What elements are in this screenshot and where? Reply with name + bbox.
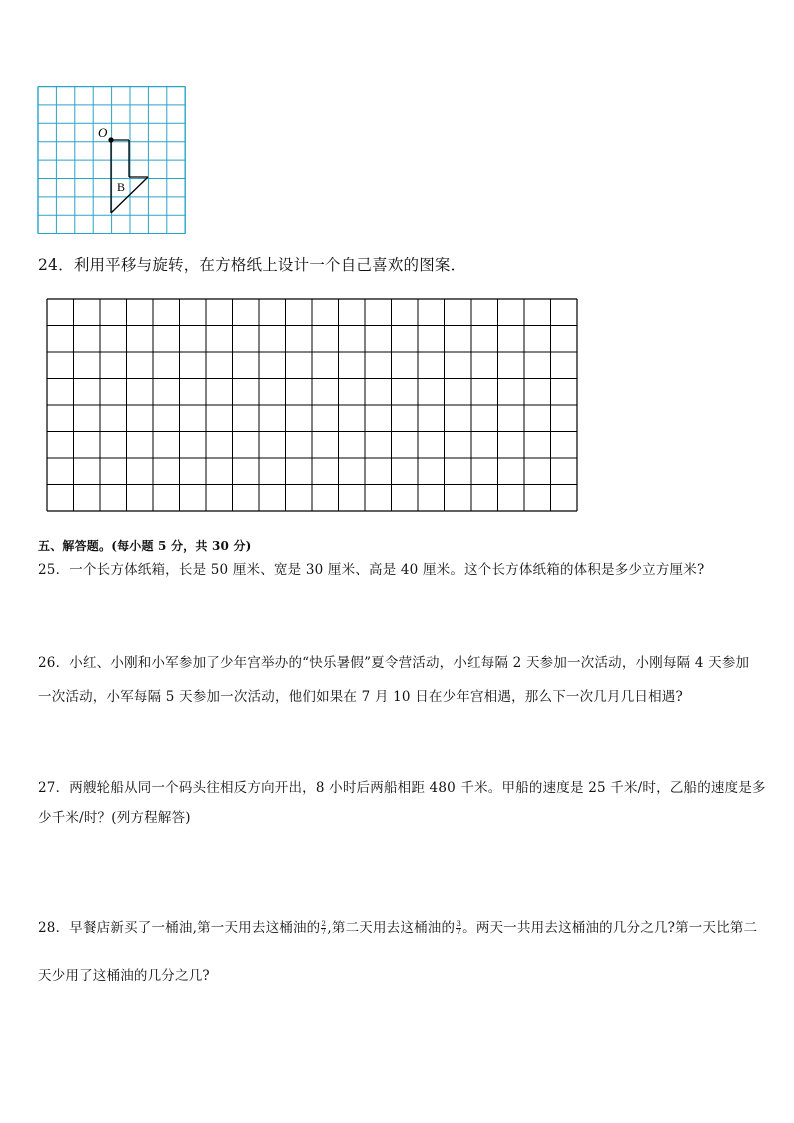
question-27-line-2: 少千米/时？(列方程解答) (38, 810, 191, 826)
question-26-line-2: 一次活动，小军每隔 5 天参加一次活动，他们如果在 7 月 10 日在少年宫相遇，那么下一次几月几日相遇? (38, 689, 683, 705)
question-28-part-2: ,第二天用去这桶油的 (327, 920, 456, 936)
question-28-line-1 (38, 918, 757, 938)
design-grid (46, 298, 580, 514)
point-o-label: O (98, 125, 108, 140)
question-26-line-1: 26．小红、小刚和小军参加了少年宫举办的“快乐暑假”夏令营活动，小红每隔 2 天参加一次活动，小刚每隔 4 天参加 (38, 655, 750, 671)
question-28-line-2: 天少用了这桶油的几分之几? (38, 968, 210, 984)
question-27-line-1: 27．两艘轮船从同一个码头往相反方向开出，8 小时后两船相距 480 千米。甲船的速度是 25 千米/时，乙船的速度是多 (38, 780, 766, 796)
fraction-2-7: $\frac{2}{7}$ (321, 920, 327, 936)
figure-23-grid (37, 86, 187, 234)
shape-b-label: B (117, 180, 126, 194)
point-o-marker (108, 137, 113, 142)
question-28-part-1: 28．早餐店新买了一桶油,第一天用去这桶油的 (38, 920, 321, 936)
question-24: 24．利用平移与旋转，在方格纸上设计一个自己喜欢的图案． (38, 256, 467, 274)
question-25: 25．一个长方体纸箱，长是 50 厘米、宽是 30 厘米、高是 40 厘米。这个长方体纸箱的体积是多少立方厘米? (38, 562, 705, 578)
section-5-heading: 五、解答题。(每小题 5 分，共 30 分) (38, 539, 252, 553)
fraction-3-7: $\frac{3}{7}$ (456, 920, 461, 936)
question-28-part-3: 。两天一共用去这桶油的几分之几?第一天比第二 (462, 920, 758, 936)
design-grid-lines (47, 299, 577, 511)
